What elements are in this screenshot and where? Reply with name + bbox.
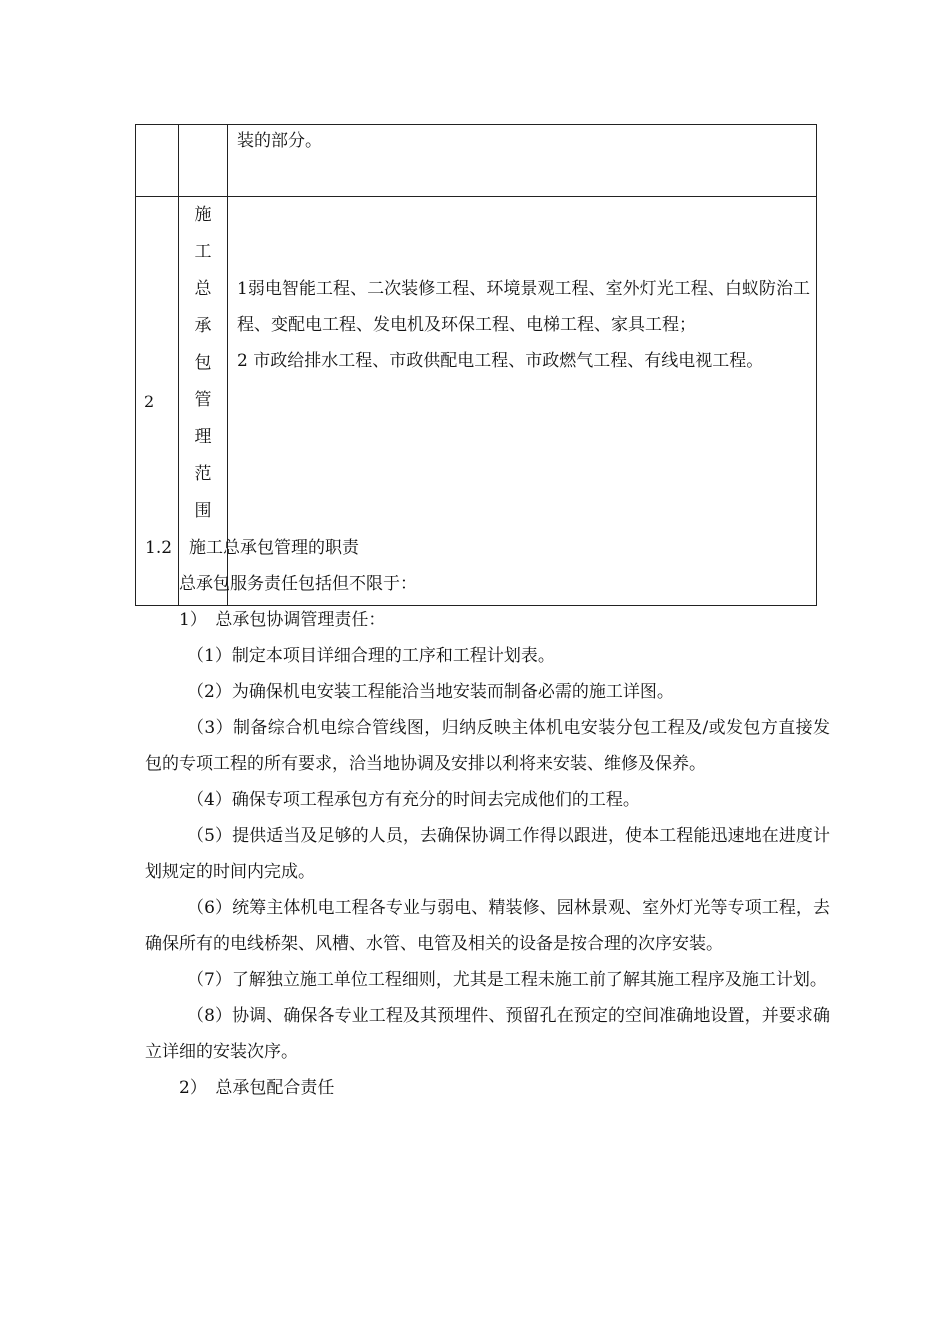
category-char: 理 [194, 427, 212, 447]
section-heading: 1.2 施工总承包管理的职责 [145, 538, 360, 558]
list-item: （4）确保专项工程承包方有充分的时间去完成他们的工程。 [187, 790, 640, 810]
category-char: 围 [194, 501, 212, 521]
category-char: 施 [194, 205, 212, 225]
category-char: 总 [194, 279, 212, 299]
subheading-1: 1） 总承包协调管理责任： [179, 610, 386, 630]
category-char: 管 [194, 390, 212, 410]
category-char: 范 [194, 464, 212, 484]
scope-line-1: 1弱电智能工程、二次装修工程、环境景观工程、室外灯光工程、白蚁防治工程、变配电工程、发电机及环保工程、电梯工程、家具工程； [237, 279, 810, 335]
list-item: （2）为确保机电安装工程能洽当地安装而制备必需的施工详图。 [187, 682, 674, 702]
body-text [145, 530, 830, 1106]
scope-line-2: 2 市政给排水工程、市政供配电工程、市政燃气工程、有线电视工程。 [237, 351, 764, 371]
category-char: 包 [194, 353, 212, 373]
category-char: 承 [194, 316, 212, 336]
table-row [136, 125, 817, 197]
table-cell-content [228, 125, 817, 197]
intro-paragraph: 总承包服务责任包括但不限于： [179, 574, 417, 594]
subheading-2: 2） 总承包配合责任 [179, 1078, 335, 1098]
list-item: （1）制定本项目详细合理的工序和工程计划表。 [187, 646, 555, 666]
table-cell-number [136, 125, 179, 197]
table-cell-category [179, 125, 228, 197]
list-item: （5）提供适当及足够的人员，去确保协调工作得以跟进，使本工程能迅速地在进度计划规定的时间内完成。 [145, 826, 830, 882]
row1-content: 装的部分。 [237, 131, 322, 151]
list-item: （8）协调、确保各专业工程及其预埋件、预留孔在预定的空间准确地设置，并要求确立详细的安装次序。 [145, 1006, 830, 1062]
list-item: （6）统筹主体机电工程各专业与弱电、精装修、园林景观、室外灯光等专项工程，去确保所有的电线桥架、风槽、水管、电管及相关的设备是按合理的次序安装。 [145, 898, 830, 954]
list-item: （3）制备综合机电综合管线图，归纳反映主体机电安装分包工程及/或发包方直接发包的专项工程的所有要求，洽当地协调及安排以利将来安装、维修及保养。 [145, 718, 830, 774]
list-item: （7）了解独立施工单位工程细则，尤其是工程未施工前了解其施工程序及施工计划。 [187, 970, 827, 990]
row2-number: 2 [136, 197, 179, 606]
category-char: 工 [194, 242, 212, 262]
